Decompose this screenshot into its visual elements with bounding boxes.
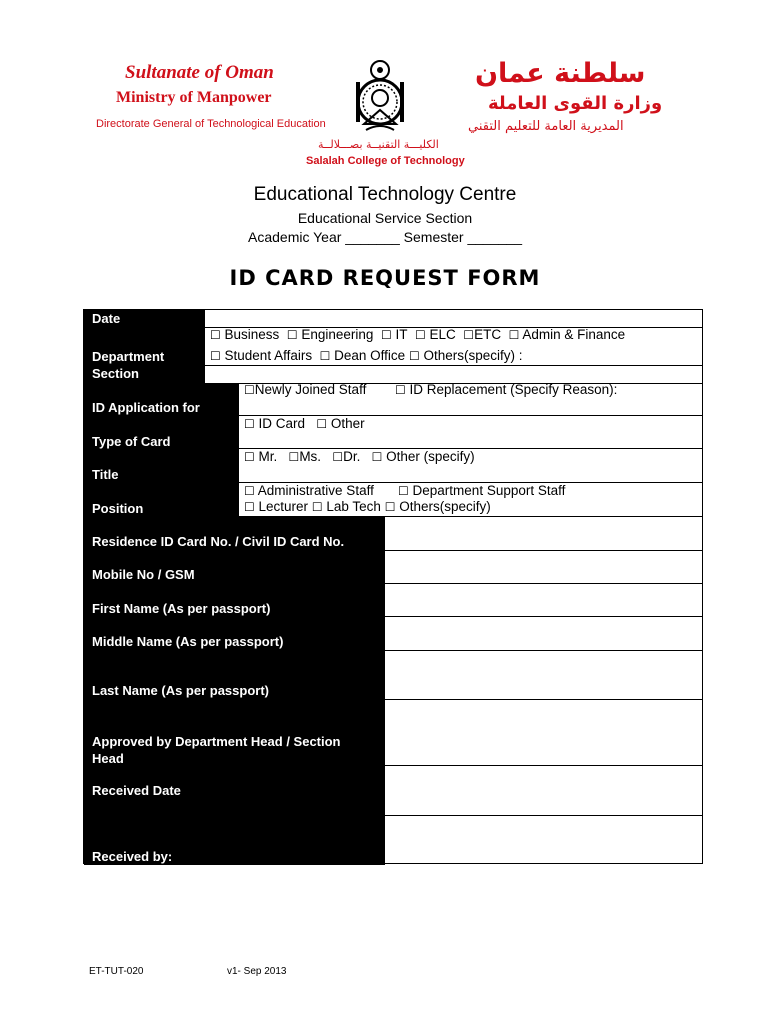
department-options-row2 bbox=[210, 348, 523, 363]
label-type-of-card: Type of Card bbox=[92, 434, 171, 449]
checkbox-others-position[interactable]: ☐ Others(specify) bbox=[384, 499, 491, 514]
letterhead-ministry: Ministry of Manpower bbox=[116, 89, 272, 106]
letterhead-college: Salalah College of Technology bbox=[306, 155, 465, 167]
college-logo-icon bbox=[350, 56, 410, 140]
approved-by-field[interactable] bbox=[386, 700, 702, 765]
checkbox-business[interactable]: ☐ Business bbox=[210, 327, 280, 342]
label-title: Title bbox=[92, 467, 119, 482]
checkbox-it[interactable]: ☐ IT bbox=[380, 327, 408, 342]
label-department: Department bbox=[92, 349, 165, 364]
checkbox-lab-tech[interactable]: ☐ Lab Tech bbox=[311, 499, 381, 514]
label-id-application: ID Application for bbox=[92, 400, 200, 415]
checkbox-administrative-staff[interactable]: ☐ Administrative Staff bbox=[244, 483, 374, 498]
label-mobile: Mobile No / GSM bbox=[92, 567, 195, 582]
checkbox-id-replacement[interactable]: ☐ ID Replacement (Specify Reason): bbox=[395, 382, 618, 397]
type-options bbox=[244, 416, 365, 431]
section-title: Educational Service Section bbox=[297, 210, 473, 226]
checkbox-admin-finance[interactable]: ☐ Admin & Finance bbox=[508, 327, 626, 342]
first-name-field[interactable] bbox=[386, 584, 702, 616]
checkbox-department-support[interactable]: ☐ Department Support Staff bbox=[398, 483, 566, 498]
checkbox-other-type[interactable]: ☐ Other bbox=[316, 416, 365, 431]
checkbox-id-card[interactable]: ☐ ID Card bbox=[244, 416, 306, 431]
letterhead-arabic-college: الكليـــة التقنيــة بصـــلالــة bbox=[318, 138, 439, 151]
academic-year-line: Academic Year _______ Semester _______ bbox=[248, 229, 522, 245]
letterhead-directorate: Directorate General of Technological Education bbox=[96, 118, 326, 130]
label-received-by: Received by: bbox=[92, 849, 173, 864]
department-options-row1 bbox=[210, 327, 625, 342]
checkbox-others-dept[interactable]: ☐ Others(specify) : bbox=[408, 348, 523, 363]
section-field[interactable] bbox=[206, 366, 702, 383]
label-last-name: Last Name (As per passport) bbox=[92, 683, 269, 698]
received-by-field[interactable] bbox=[386, 816, 702, 863]
form-title: ID CARD REQUEST FORM bbox=[229, 266, 541, 290]
date-field[interactable] bbox=[206, 310, 702, 327]
last-name-field[interactable] bbox=[386, 651, 702, 699]
checkbox-engineering[interactable]: ☐ Engineering bbox=[286, 327, 374, 342]
received-date-field[interactable] bbox=[386, 766, 702, 815]
footer-document-code: ET-TUT-020 bbox=[89, 966, 144, 977]
label-section: Section bbox=[92, 366, 139, 381]
middle-name-field[interactable] bbox=[386, 617, 702, 650]
footer-version: v1- Sep 2013 bbox=[227, 966, 287, 977]
checkbox-newly-joined[interactable]: ☐Newly Joined Staff bbox=[244, 382, 367, 397]
label-middle-name: Middle Name (As per passport) bbox=[92, 634, 284, 649]
checkbox-other-title[interactable]: ☐ Other (specify) bbox=[371, 449, 475, 464]
checkbox-dr[interactable]: ☐Dr. bbox=[332, 449, 361, 464]
centre-title: Educational Technology Centre bbox=[253, 184, 517, 205]
mobile-field[interactable] bbox=[386, 551, 702, 583]
checkbox-mr[interactable]: ☐ Mr. bbox=[244, 449, 278, 464]
position-options-row2 bbox=[244, 499, 491, 514]
label-approved-by: Approved by Department Head / Section Head bbox=[92, 734, 341, 766]
title-options bbox=[244, 449, 475, 464]
checkbox-student-affairs[interactable]: ☐ Student Affairs bbox=[210, 348, 313, 363]
label-residence-id: Residence ID Card No. / Civil ID Card No. bbox=[92, 534, 345, 549]
letterhead-sultanate: Sultanate of Oman bbox=[125, 62, 274, 83]
checkbox-lecturer[interactable]: ☐ Lecturer bbox=[244, 499, 309, 514]
letterhead-arabic-sultanate: سلطنة عمان bbox=[475, 58, 646, 89]
residence-id-field[interactable] bbox=[386, 517, 702, 550]
label-position: Position bbox=[92, 501, 144, 516]
label-date: Date bbox=[92, 311, 121, 326]
letterhead-arabic-ministry: وزارة القوى العاملة bbox=[488, 93, 663, 114]
label-first-name: First Name (As per passport) bbox=[92, 601, 271, 616]
label-received-date: Received Date bbox=[92, 783, 181, 798]
checkbox-dean-office[interactable]: ☐ Dean Office bbox=[319, 348, 406, 363]
letterhead-arabic-directorate: المديرية العامة للتعليم التقني bbox=[468, 119, 624, 134]
id-card-request-form bbox=[83, 309, 703, 864]
checkbox-ms[interactable]: ☐Ms. bbox=[288, 449, 322, 464]
checkbox-etc[interactable]: ☐ETC bbox=[463, 327, 502, 342]
checkbox-elc[interactable]: ☐ ELC bbox=[414, 327, 456, 342]
